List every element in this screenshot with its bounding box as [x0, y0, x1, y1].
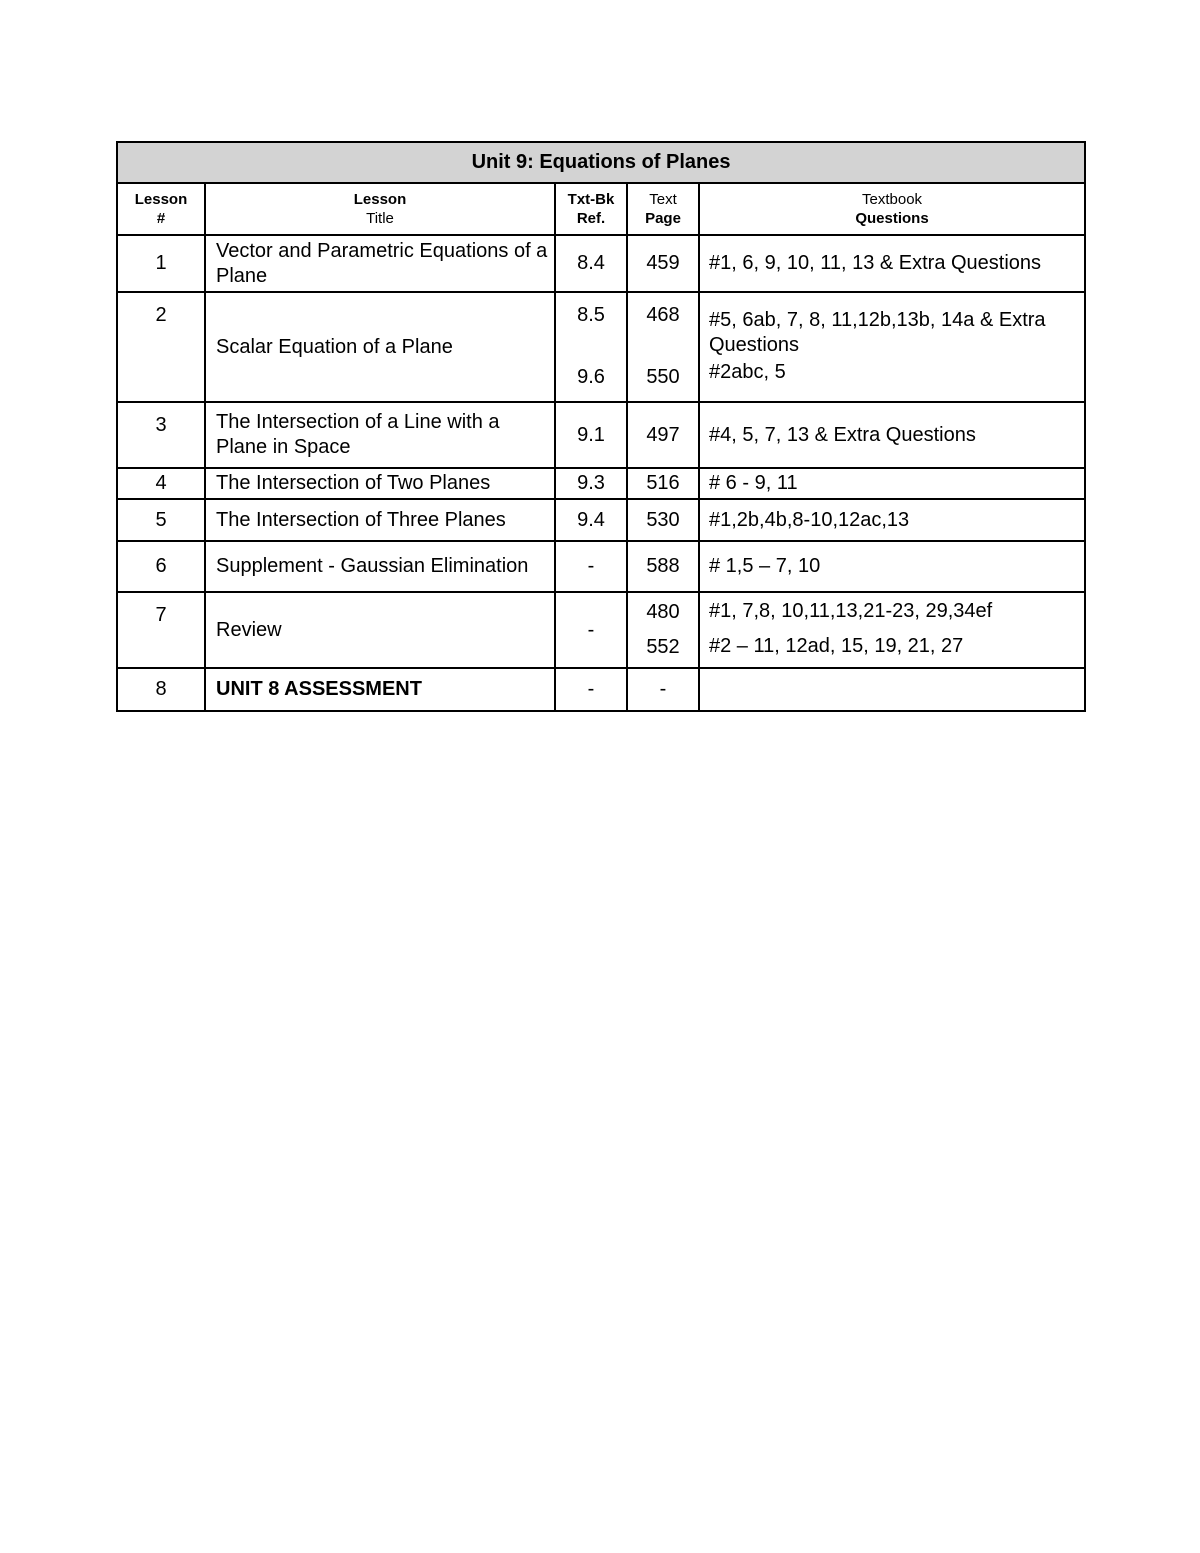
table-row: [117, 292, 1085, 402]
table-title: Unit 9: Equations of Planes: [117, 142, 1085, 183]
header-text-page: Text Page: [627, 183, 699, 235]
table-row: [117, 668, 1085, 711]
lesson-title: Vector and Parametric Equations of a Plane: [205, 235, 555, 292]
table-row: [117, 402, 1085, 468]
text-page: 497: [627, 402, 699, 468]
header-lesson-title: Lesson Title: [205, 183, 555, 235]
txtbk-ref: 8.5 9.6: [555, 292, 627, 402]
header-txtbk-ref: Txt-Bk Ref.: [555, 183, 627, 235]
textbook-questions: #5, 6ab, 7, 8, 11,12b,13b, 14a & Extra Questions #2abc, 5: [699, 292, 1085, 402]
textbook-questions: #1,2b,4b,8-10,12ac,13: [699, 499, 1085, 541]
text-page: -: [627, 668, 699, 711]
textbook-questions: # 1,5 – 7, 10: [699, 541, 1085, 592]
txtbk-ref: -: [555, 541, 627, 592]
header-textbook-questions: Textbook Questions: [699, 183, 1085, 235]
textbook-questions: #1, 7,8, 10,11,13,21-23, 29,34ef #2 – 11, 12ad, 15, 19, 21, 27: [699, 592, 1085, 668]
lesson-title: Scalar Equation of a Plane: [205, 292, 555, 402]
txtbk-ref: -: [555, 592, 627, 668]
lesson-number: 2: [117, 292, 205, 402]
table-row: [117, 499, 1085, 541]
lesson-title: The Intersection of Three Planes: [205, 499, 555, 541]
lesson-title: Supplement - Gaussian Elimination: [205, 541, 555, 592]
lesson-title: Review: [205, 592, 555, 668]
textbook-questions: #1, 6, 9, 10, 11, 13 & Extra Questions: [699, 235, 1085, 292]
txtbk-ref: 9.4: [555, 499, 627, 541]
lesson-number: 8: [117, 668, 205, 711]
lesson-title: The Intersection of Two Planes: [205, 468, 555, 499]
txtbk-ref: 8.4: [555, 235, 627, 292]
text-page: 480 552: [627, 592, 699, 668]
txtbk-ref: -: [555, 668, 627, 711]
lesson-number: 7: [117, 592, 205, 668]
table-row: [117, 235, 1085, 292]
textbook-questions: [699, 668, 1085, 711]
table-row: [117, 468, 1085, 499]
text-page: 468 550: [627, 292, 699, 402]
table-row: [117, 541, 1085, 592]
header-lesson-number: Lesson #: [117, 183, 205, 235]
text-page: 459: [627, 235, 699, 292]
lesson-number: 5: [117, 499, 205, 541]
lesson-number: 3: [117, 402, 205, 468]
lesson-number: 1: [117, 235, 205, 292]
text-page: 516: [627, 468, 699, 499]
lesson-schedule-table: [116, 141, 1086, 712]
textbook-questions: # 6 - 9, 11: [699, 468, 1085, 499]
table-row: [117, 592, 1085, 668]
txtbk-ref: 9.1: [555, 402, 627, 468]
textbook-questions: #4, 5, 7, 13 & Extra Questions: [699, 402, 1085, 468]
txtbk-ref: 9.3: [555, 468, 627, 499]
lesson-title: UNIT 8 ASSESSMENT: [205, 668, 555, 711]
text-page: 530: [627, 499, 699, 541]
lesson-number: 4: [117, 468, 205, 499]
lesson-number: 6: [117, 541, 205, 592]
header-row: [117, 183, 1085, 235]
lesson-title: The Intersection of a Line with a Plane in Space: [205, 402, 555, 468]
text-page: 588: [627, 541, 699, 592]
